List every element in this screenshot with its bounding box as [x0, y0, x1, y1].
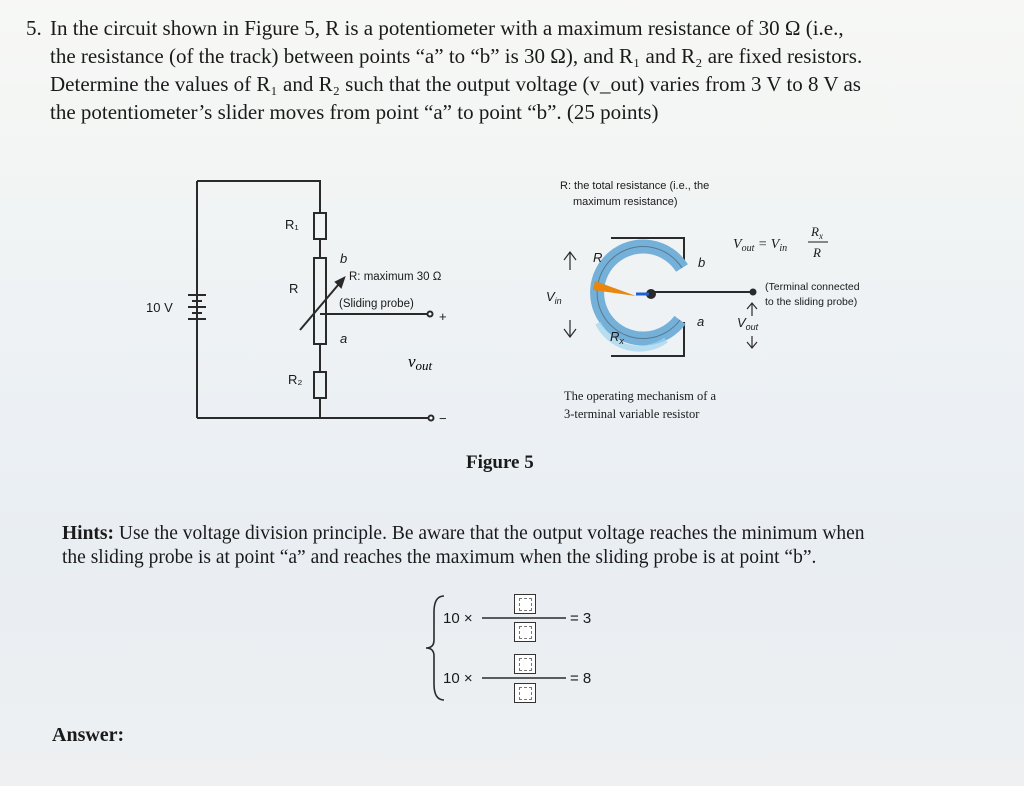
svg-text:R: R: [813, 245, 821, 260]
mech-vin-label: $V_{in}$: [546, 289, 562, 306]
vout-label: vout: [408, 352, 433, 373]
mech-b-label: b: [698, 255, 706, 270]
answer-label: Answer:: [52, 724, 125, 746]
eq1-result: = 3: [570, 610, 592, 627]
plus-terminal: +: [439, 309, 447, 324]
r2-resistor: [314, 372, 326, 398]
mechanism-caption-2: 3-terminal variable resistor: [564, 407, 700, 421]
terminal-note-1: (Terminal connected: [765, 281, 860, 293]
mechanism-title-2: maximum resistance): [573, 196, 678, 208]
question-line-4: the potentiometer’s slider moves from point “a” to point “b”. (25 points): [50, 100, 659, 124]
sliding-probe-label: (Sliding probe): [339, 298, 414, 310]
r-label: R: [289, 281, 299, 296]
terminal-note-2: to the sliding probe): [765, 296, 858, 308]
hints-block: [62, 522, 1002, 570]
eq2-result: = 8: [570, 670, 592, 687]
r1-resistor: [314, 213, 326, 239]
mech-a-label: a: [697, 314, 705, 329]
eq1-prefix: 10 ×: [443, 610, 473, 627]
question-number: 5.: [26, 16, 42, 40]
eq1-denominator-box[interactable]: [514, 622, 536, 642]
figure-caption: Figure 5: [466, 452, 534, 473]
vout-formula: [733, 224, 828, 260]
mech-rx-label: $R_x$: [610, 329, 624, 346]
point-b-label: b: [340, 251, 348, 266]
mechanism-title-1: R: the total resistance (i.e., the: [560, 180, 710, 192]
hints-line-2: the sliding probe is at point “a” and reaches the maximum when the sliding probe is at point “b”.: [62, 547, 817, 568]
svg-text:Vout = Vin: $V_{out} = V_{in}$: [733, 237, 788, 254]
battery-symbol: [188, 295, 206, 322]
source-label: 10 V: [146, 300, 173, 315]
eq2-prefix: 10 ×: [443, 670, 473, 687]
point-a-label: a: [340, 331, 348, 346]
slider-terminal: [750, 289, 757, 296]
question-line-3: Determine the values of R₁ and R₂ such that the output voltage (v_out) varies from 3 V to 8 V as: [50, 72, 861, 96]
max-resistance-label: R: maximum 30 Ω: [349, 271, 442, 283]
question-line-2: the resistance (of the track) between points “a” to “b” is 30 Ω), and R₁ and R₂ are fixed resistors.: [50, 44, 863, 68]
minus-terminal: −: [439, 411, 447, 426]
r1-label: R₁: [285, 217, 299, 232]
eq2-denominator-box[interactable]: [514, 683, 536, 703]
mech-r-label: R: [593, 250, 603, 265]
eq1-numerator-box[interactable]: [514, 594, 536, 614]
slider-arrow: [300, 278, 344, 330]
wire-top: [197, 181, 320, 213]
question-line-1: In the circuit shown in Figure 5, R is a potentiometer with a maximum resistance of 30 Ω (i.e.,: [50, 16, 844, 40]
eq2-numerator-box[interactable]: [514, 654, 536, 674]
hints-line-1: Use the voltage division principle. Be aware that the output voltage reaches the minimum when: [114, 523, 865, 544]
hints-label: Hints:: [62, 523, 115, 544]
mechanism-caption-1: The operating mechanism of a: [564, 389, 717, 403]
svg-text:Rx: $R_x$: [811, 224, 823, 241]
r2-label: R₂: [288, 372, 303, 387]
mech-vout-label: $V_{out}$: [737, 315, 759, 332]
